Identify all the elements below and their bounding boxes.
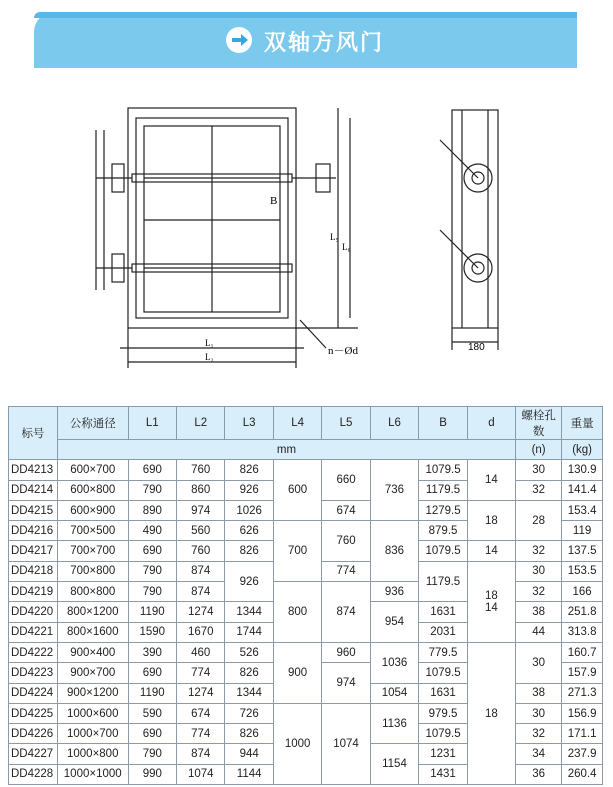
header-unit: mm xyxy=(57,440,515,460)
table-row: DD4219 800×800 790 874 800 874 936 32 166 xyxy=(9,582,603,602)
header-d: d xyxy=(467,407,515,440)
technical-drawing xyxy=(0,80,613,400)
table-row: DD4218 700×800 790 874 926 774 1179.5 18 14 30 153.5 xyxy=(9,561,603,581)
label-B: B xyxy=(270,195,278,207)
header-holes-unit: (n) xyxy=(516,440,562,460)
table-row: DD4217 700×700 690 760 826 1079.5 14 32 137.5 xyxy=(9,541,603,561)
header-L5: L5 xyxy=(322,407,370,440)
table-row: DD4224 900×1200 1190 1274 1344 1054 1631 38 271.3 xyxy=(9,683,603,703)
label-L2: L₂ xyxy=(205,352,214,362)
label-L5: L₅ xyxy=(330,232,339,242)
table-row: DD4225 1000×600 590 674 726 1000 1074 1136 979.5 30 156.9 xyxy=(9,703,603,723)
header-L4: L4 xyxy=(273,407,321,440)
table-row: DD4216 700×500 490 560 626 700 760 836 879.5 119 xyxy=(9,521,603,541)
table-row: DD4215 600×900 890 974 1026 674 1279.5 18 28 153.4 xyxy=(9,500,603,520)
header-L3: L3 xyxy=(225,407,273,440)
header-B: B xyxy=(419,407,468,440)
label-L6: L₆ xyxy=(342,242,351,252)
banner-top-strip xyxy=(34,12,577,18)
table-row: DD4227 1000×800 790 874 944 1154 1231 34 237.9 xyxy=(9,744,603,764)
label-L1: L₁ xyxy=(205,338,214,348)
header-L2: L2 xyxy=(177,407,225,440)
arrow-right-icon xyxy=(226,27,252,53)
table-row: DD4222 900×400 390 460 526 900 960 1036 779.5 18 30 160.7 xyxy=(9,642,603,662)
header-weight-unit: (kg) xyxy=(562,440,603,460)
header-holes: 螺栓孔数 xyxy=(516,407,562,440)
side-view xyxy=(440,110,498,350)
table-row: DD4228 1000×1000 990 1074 1144 1431 36 260.4 xyxy=(9,764,603,784)
front-view xyxy=(96,108,358,368)
table-row: DD4213 600×700 690 760 826 600 660 736 1079.5 14 30 130.9 xyxy=(9,460,603,480)
table-row: DD4220 800×1200 1190 1274 1344 954 1631 38 251.8 xyxy=(9,602,603,622)
table-row: DD4221 800×1600 1590 1670 1744 2031 44 313.8 xyxy=(9,622,603,642)
header-L6: L6 xyxy=(370,407,418,440)
spec-table xyxy=(8,406,603,785)
label-n-d: n－Ød xyxy=(328,345,358,357)
header-model: 标号 xyxy=(9,407,58,460)
header-nominal: 公称通径 xyxy=(57,407,128,440)
table-row: DD4226 1000×700 690 774 826 1079.5 32 171.1 xyxy=(9,724,603,744)
label-180: 180 xyxy=(468,342,485,353)
table-row: DD4214 600×800 790 860 926 1179.5 32 141.4 xyxy=(9,480,603,500)
table-row: DD4223 900×700 690 774 826 974 1079.5 157.9 xyxy=(9,663,603,683)
header-weight: 重量 xyxy=(562,407,603,440)
header-L1: L1 xyxy=(128,407,176,440)
page-title: 双轴方风门 xyxy=(264,31,385,56)
